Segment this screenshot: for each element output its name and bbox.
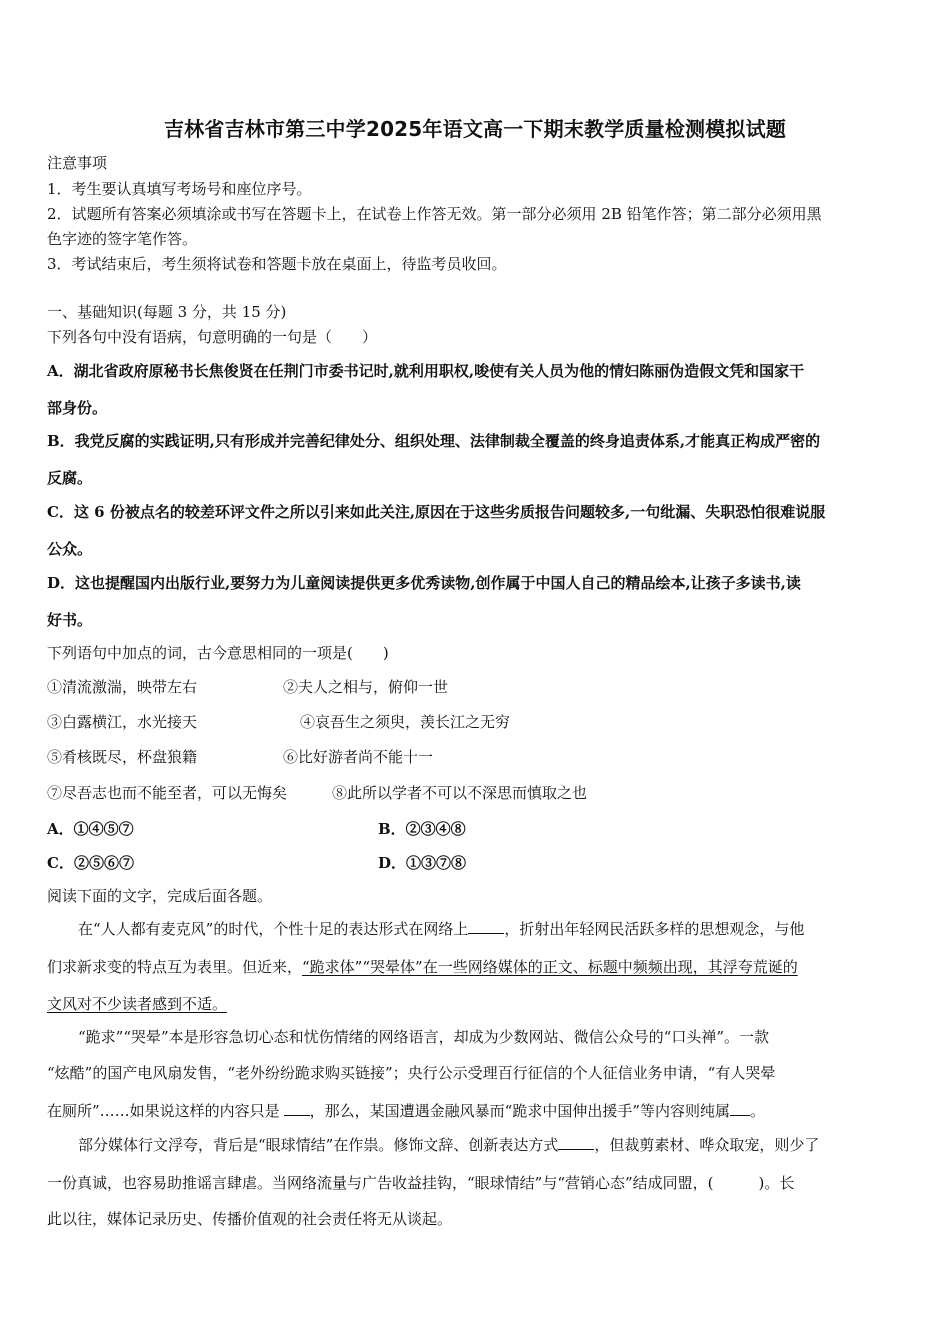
fill-blank xyxy=(730,1101,750,1116)
q2-sentence: ⑤肴核既尽，杯盘狼籍 xyxy=(47,748,198,766)
text-segment: 在厕所”……如果说这样的内容只是 xyxy=(47,1102,280,1120)
reading-p2-line: “跪求”“哭晕”本是形容急切心态和忧伤情绪的网络语言，却成为少数网站、微信公众号的“口头禅”。一款 xyxy=(78,1028,770,1046)
fill-blank xyxy=(284,1101,310,1116)
underlined-sentence: 文风对不少读者感到不适。 xyxy=(47,995,228,1013)
q2-sentence: ⑦尽吾志也而不能至者，可以无悔矣 xyxy=(47,784,288,802)
q1-option-c-cont: 公众。 xyxy=(47,540,93,558)
page-title: 吉林省吉林市第三中学2025年语文高一下期末教学质量检测模拟试题 xyxy=(163,117,787,141)
q2-sentence-row xyxy=(47,746,434,767)
question-2-stem: 下列语句中加点的词，古今意思相同的一项是( ) xyxy=(47,644,389,662)
text-segment: 部分媒体行文浮夸，背后是“眼球情结”在作祟。修饰文辞、创新表达方式 xyxy=(78,1136,559,1154)
q2-sentence: ④哀吾生之须臾，羡长江之无穷 xyxy=(300,713,511,731)
q2-sentence-row xyxy=(47,676,449,697)
reading-p3-line: 此以往，媒体记录历史、传播价值观的社会责任将无从谈起。 xyxy=(47,1210,453,1228)
q2-sentence: ③白露横江，水光接天 xyxy=(47,713,198,731)
reading-p3-line xyxy=(78,1134,819,1155)
notice-item: 1．考生要认真填写考场号和座位序号。 xyxy=(47,180,312,198)
q2-sentence-row xyxy=(47,711,511,732)
q1-option-b-cont: 反腐。 xyxy=(47,469,93,487)
q2-choice-row xyxy=(47,852,467,873)
reading-p2-line xyxy=(47,1100,765,1121)
text-segment: 在“人人都有麦克风”的时代，个性十足的表达形式在网络上 xyxy=(78,920,469,938)
q2-choice-b: B．②③④⑧ xyxy=(378,820,466,838)
question-1-stem: 下列各句中没有语病，句意明确的一句是（ ） xyxy=(47,328,378,346)
notice-item: 2．试题所有答案必须填涂或书写在答题卡上，在试卷上作答无效。第一部分必须用 2B 铅笔作答；第二部分必须用黑 xyxy=(47,205,822,223)
reading-p1-line xyxy=(47,956,798,977)
notice-heading: 注意事项 xyxy=(47,154,108,172)
q2-sentence: ⑧此所以学者不可以不深思而慎取之也 xyxy=(332,784,588,802)
q1-option-b: B．我党反腐的实践证明,只有形成并完善纪律处分、组织处理、法律制裁全覆盖的终身追责体系,才能真正构成严密的 xyxy=(47,432,821,450)
q2-choice-c: C．②⑤⑥⑦ xyxy=(47,854,134,872)
reading-p2-line: “炫酷”的国产电风扇发售，“老外纷纷跪求购买链接”；央行公示受理百行征信的个人征信业务申请，“有人哭晕 xyxy=(47,1064,776,1082)
reading-p1-line xyxy=(78,918,804,939)
underlined-sentence: “跪求体”“哭晕体”在一些网络媒体的正文、标题中频频出现，其浮夸荒诞的 xyxy=(302,958,798,976)
q1-option-a: A．湖北省政府原秘书长焦俊贤在任荆门市委书记时,就利用职权,唆使有关人员为他的情妇陈丽伪造假文凭和国家干 xyxy=(47,362,805,380)
q2-sentence: ⑥比好游者尚不能十一 xyxy=(283,748,434,766)
q2-choice-a: A．①④⑤⑦ xyxy=(47,820,134,838)
notice-item: 色字迹的签字笔作答。 xyxy=(47,230,198,248)
notice-item: 3．考试结束后，考生须将试卷和答题卡放在桌面上，待监考员收回。 xyxy=(47,255,507,273)
reading-p3-line: 一份真诚，也容易助推谣言肆虐。当网络流量与广告收益挂钩，“眼球情结”与“营销心态”结成同盟，( )。长 xyxy=(47,1174,795,1192)
q2-sentence: ②夫人之相与，俯仰一世 xyxy=(283,678,449,696)
text-segment: 。 xyxy=(750,1102,766,1120)
q2-choice-d: D．①③⑦⑧ xyxy=(378,854,467,872)
text-segment: 们求新求变的特点互为表里。但近来， xyxy=(47,958,303,976)
q2-sentence: ①清流激湍，映带左右 xyxy=(47,678,198,696)
reading-p1-line xyxy=(47,993,227,1014)
text-segment: ，折射出年轻网民活跃多样的思想观念，与他 xyxy=(504,920,805,938)
text-segment: ，但裁剪素材、哗众取宠，则少了 xyxy=(594,1136,820,1154)
q2-choice-row xyxy=(47,818,466,839)
reading-intro: 阅读下面的文字，完成后面各题。 xyxy=(47,887,273,905)
q1-option-a-cont: 部身份。 xyxy=(47,399,108,417)
q1-option-d-cont: 好书。 xyxy=(47,611,93,629)
q2-sentence-row xyxy=(47,782,588,803)
section-heading: 一、基础知识(每题 3 分，共 15 分) xyxy=(47,303,287,321)
fill-blank xyxy=(558,1135,594,1150)
fill-blank xyxy=(468,919,504,934)
q1-option-c: C．这 6 份被点名的较差环评文件之所以引来如此关注,原因在于这些劣质报告问题较多,一句纰漏、失职恐怕很难说服 xyxy=(47,503,826,521)
text-segment: ，那么，某国遭遇金融风暴而“跪求中国伸出援手”等内容则纯属 xyxy=(309,1102,731,1120)
q1-option-d: D．这也提醒国内出版行业,要努力为儿童阅读提供更多优秀读物,创作属于中国人自己的精品绘本,让孩子多读书,读 xyxy=(47,574,801,592)
